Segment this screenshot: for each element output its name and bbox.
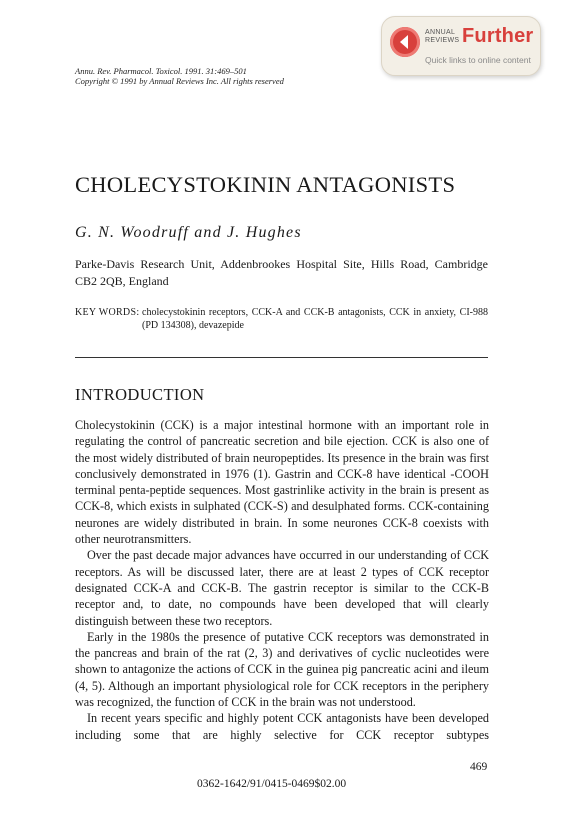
body-paragraph: In recent years specific and highly potent CCK antagonists have been developed including some that are highly selective for CCK receptor subtypes: [75, 711, 489, 742]
badge-further-text: Further: [462, 25, 534, 47]
price-code: 0362-1642/91/0415-0469$02.00: [197, 778, 347, 790]
section-divider: [75, 357, 488, 358]
play-arrow-icon: [390, 27, 420, 57]
body-paragraph: Early in the 1980s the presence of putative CCK receptors was demonstrated in the pancreas and brain of the rat (2, 3) and derivatives of cyclic nucleotides were shown to antagonize the actions of CCK in the guinea pig pancreatic acini and ileum (4, 5). Although an important physiological role for CCK receptors in the periphery was recognized, the function of CCK in the brain was not understood.: [75, 629, 489, 710]
body-paragraph: Cholecystokinin (CCK) is a major intestinal hormone with an important role in regulating the control of pancreatic secretion and bile ejection. CCK is also one of the most widely distributed of brain neuropeptides. Its presence in the brain was first conclusively demonstrated in 1976 (1). Gastrin and CCK-8 have identical -COOH terminal penta-peptide sequences. Most gastrinlike activity in the brain is present as CCK-8, which exists in sulphated (CCK-S) and desulphated forms. CCK-containing neurones are widely distributed in brain. In some neurones CCK-8 coexists with other neurotransmitters.: [75, 418, 489, 547]
article-title: CHOLECYSTOKININ ANTAGONISTS: [75, 172, 456, 197]
journal-citation-line: Annu. Rev. Pharmacol. Toxicol. 1991. 31:469–501: [75, 66, 247, 76]
article-authors: G. N. Woodruff and J. Hughes: [75, 224, 302, 241]
keywords-label: KEY WORDS:: [75, 307, 140, 318]
copyright-line: Copyright © 1991 by Annual Reviews Inc. All rights reserved: [75, 76, 284, 86]
introduction-body: [75, 417, 489, 743]
keywords-text: cholecystokinin receptors, CCK-A and CCK-B antagonists, CCK in anxiety, CI-988 (PD 134308), devazepide: [142, 307, 488, 331]
page-number: 469: [470, 761, 488, 773]
annual-reviews-further-badge[interactable]: [381, 16, 541, 76]
badge-subtitle: Quick links to online content: [425, 55, 531, 65]
author-affiliation: Parke-Davis Research Unit, Addenbrookes Hospital Site, Hills Road, Cambridge CB2 2QB, England: [75, 257, 488, 288]
badge-reviews-text: REVIEWS: [425, 37, 460, 44]
body-paragraph: Over the past decade major advances have occurred in our understanding of CCK receptors. As will be discussed later, there are at least 2 types of CCK receptor designated CCK-A and CCK-B. The gastrin receptor is similar to the CCK-B receptor and, to date, no compounds have been developed that will clearly distinguish between these two receptors.: [75, 548, 489, 628]
badge-annual-text: ANNUAL: [425, 29, 456, 36]
journal-citation: [75, 66, 284, 86]
section-heading: INTRODUCTION: [75, 385, 205, 404]
